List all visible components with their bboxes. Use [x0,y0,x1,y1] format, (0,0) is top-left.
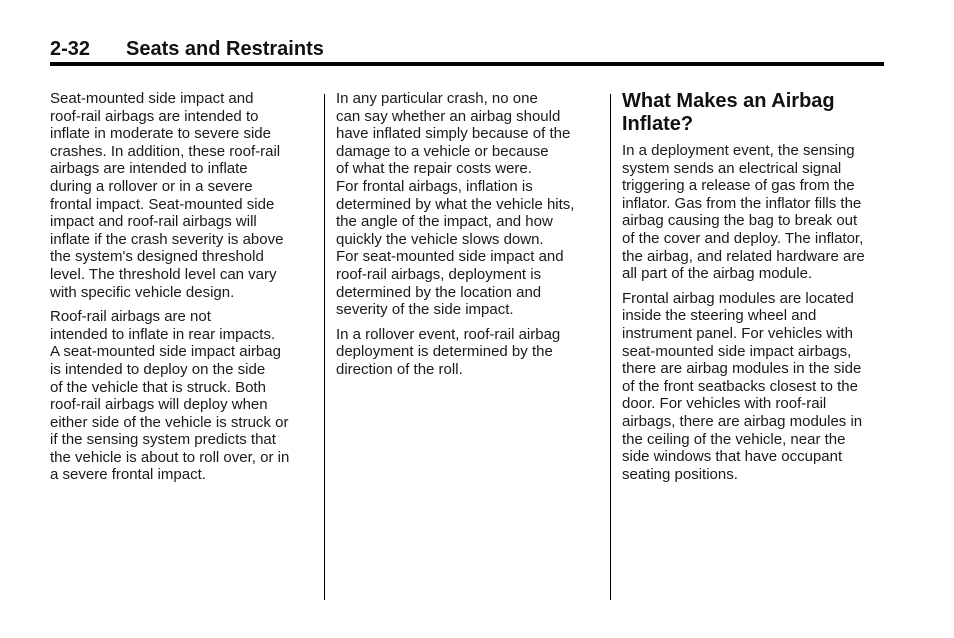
paragraph: Seat-mounted side impact and roof-rail airbags are intended to inflate in moderate to severe side crashes. In addition, these roof-rail airbags are intended to inflate during a rollover or in a severe frontal impact. Seat-mounted side impact and roof-rail airbags will inflate if the crash severity is above the system's designed threshold level. The threshold level can vary with specific vehicle design. [50,90,284,301]
paragraph: In a deployment event, the sensing system sends an electrical signal triggering a release of gas from the inflator. Gas from the inflator fills the airbag causing the bag to break out of the cover and deploy. The inflator, the airbag, and related hardware are all part of the airbag module. [622,142,865,283]
section-heading: What Makes an Airbag Inflate? [622,90,835,135]
header-rule [50,62,884,66]
paragraph: In a rollover event, roof-rail airbag deployment is determined by the direction of the roll. [336,325,561,378]
section-title: Seats and Restraints [126,38,324,60]
paragraph: In any particular crash, no one can say whether an airbag should have inflated simply because of the damage to a vehicle or because of what the repair costs were. For frontal airbags, inflation is determined by what the vehicle hits, the angle of the impact, and how quickly the vehicle slows down. For seat-mounted side impact and roof-rail airbags, deployment is determined by the location and severity of the side impact. [336,90,575,319]
text-column-3 [622,90,886,490]
paragraph: Frontal airbag modules are located inside the steering wheel and instrument panel. For vehicles with seat-mounted side impact airbags, there are airbag modules in the side of the front seatbacks closest to the door. For vehicles with roof-rail airbags, there are airbag modules in the ceiling of the vehicle, near the side windows that have occupant seating positions. [622,289,863,483]
text-column-1 [50,90,312,491]
paragraph: Roof-rail airbags are not intended to inflate in rear impacts. A seat-mounted side impact airbag is intended to deploy on the side of the vehicle that is struck. Both roof-rail airbags will deploy when either side of the vehicle is struck or if the sensing system predicts that the vehicle is about to roll over, or in a severe frontal impact. [50,308,290,484]
column-divider [610,94,611,600]
column-divider [324,94,325,600]
text-column-2 [336,90,598,386]
page-number: 2-32 [50,38,91,60]
